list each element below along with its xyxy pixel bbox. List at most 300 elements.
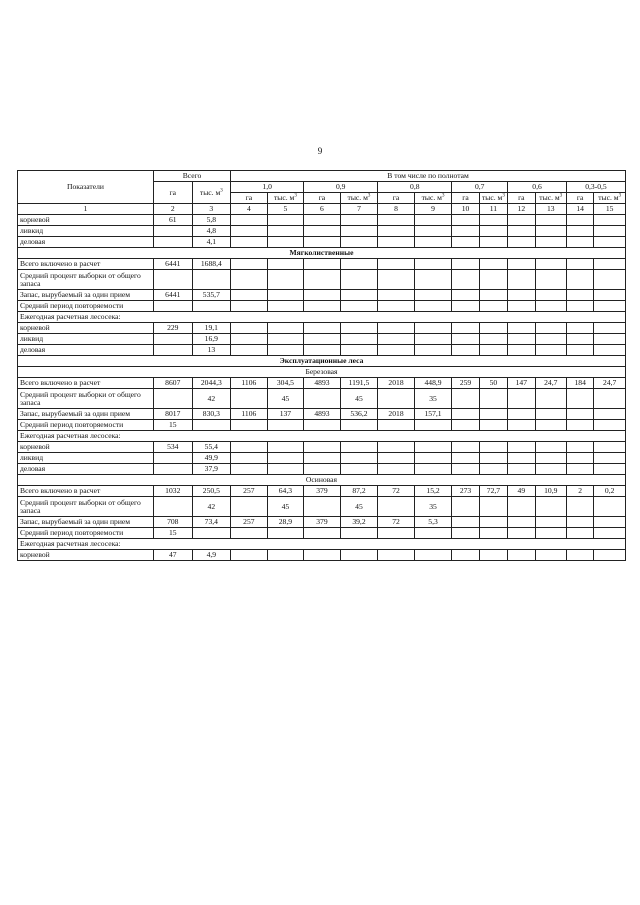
- column-number: 7: [340, 204, 378, 215]
- table-cell: 4893: [304, 378, 341, 389]
- table-cell: [452, 550, 479, 561]
- table-cell: [508, 420, 535, 431]
- table-cell: [508, 389, 535, 409]
- volume-unit-superscript: 3: [367, 193, 371, 199]
- table-cell: [452, 215, 479, 226]
- subsection-row: [18, 367, 626, 378]
- table-cell: 45: [340, 389, 378, 409]
- table-cell: [508, 453, 535, 464]
- column-number: 9: [414, 204, 452, 215]
- table-cell: 10,9: [535, 486, 566, 497]
- table-row: [18, 323, 626, 334]
- table-cell: [452, 528, 479, 539]
- table-cell: [414, 420, 452, 431]
- table-cell: 24,7: [594, 378, 626, 389]
- density-group-header: 0,9: [304, 182, 378, 193]
- volume-unit: тыс. м: [273, 193, 295, 203]
- table-cell: [535, 290, 566, 301]
- volume-header: [340, 193, 378, 204]
- indicators-header: Показатели: [18, 171, 154, 204]
- table-cell: [153, 301, 192, 312]
- table-cell: [267, 345, 304, 356]
- column-number: 15: [594, 204, 626, 215]
- table-cell: [378, 323, 415, 334]
- table-row: [18, 528, 626, 539]
- table-cell: [535, 237, 566, 248]
- table-cell: 184: [566, 378, 593, 389]
- row-label: Всего включено в расчет: [18, 378, 154, 389]
- volume-unit: тыс. м: [347, 193, 368, 203]
- table-cell: 157,1: [414, 409, 452, 420]
- table-cell: [378, 442, 415, 453]
- table-cell: [267, 442, 304, 453]
- table-cell: [340, 226, 378, 237]
- table-cell: [414, 453, 452, 464]
- table-cell: [535, 301, 566, 312]
- table-cell: [378, 259, 415, 270]
- table-cell: [340, 215, 378, 226]
- table-cell: 72: [378, 486, 415, 497]
- table-cell: [378, 226, 415, 237]
- volume-unit: тыс. м: [199, 187, 221, 197]
- table-cell: [594, 497, 626, 517]
- row-label: корневой: [18, 442, 154, 453]
- table-cell: [304, 226, 341, 237]
- table-cell: [566, 389, 593, 409]
- table-cell: 39,2: [340, 517, 378, 528]
- table-cell: [479, 290, 507, 301]
- table-cell: [479, 464, 507, 475]
- table-row: [18, 464, 626, 475]
- section-row: [18, 356, 626, 367]
- table-cell: [304, 290, 341, 301]
- table-cell: [304, 497, 341, 517]
- table-cell: [479, 334, 507, 345]
- table-cell: [566, 323, 593, 334]
- table-cell: 45: [340, 497, 378, 517]
- table-cell: [340, 290, 378, 301]
- table-cell: [594, 442, 626, 453]
- table-cell: [414, 323, 452, 334]
- subsection-title: Осиновая: [18, 475, 626, 486]
- density-group-header: 0,3-0,5: [566, 182, 625, 193]
- row-label: Средний процент выборки от общего запаса: [18, 270, 154, 290]
- table-cell: [508, 497, 535, 517]
- table-cell: 4,8: [192, 226, 231, 237]
- ha-header: га: [452, 193, 479, 204]
- table-row: [18, 517, 626, 528]
- table-cell: [153, 464, 192, 475]
- table-cell: 1688,4: [192, 259, 231, 270]
- table-cell: [479, 301, 507, 312]
- section-title: Мягколиственные: [18, 248, 626, 259]
- table-cell: [304, 550, 341, 561]
- row-label: деловая: [18, 345, 154, 356]
- table-cell: [566, 301, 593, 312]
- table-cell: [452, 301, 479, 312]
- table-cell: [594, 409, 626, 420]
- row-label: ликвид: [18, 334, 154, 345]
- table-cell: [535, 259, 566, 270]
- table-cell: [566, 409, 593, 420]
- table-cell: [535, 215, 566, 226]
- table-cell: [231, 237, 268, 248]
- table-cell: 15,2: [414, 486, 452, 497]
- subsection-row: [18, 475, 626, 486]
- table-cell: [452, 237, 479, 248]
- table-cell: [535, 442, 566, 453]
- table-cell: [378, 215, 415, 226]
- table-cell: 229: [153, 323, 192, 334]
- table-cell: [594, 420, 626, 431]
- table-cell: [192, 270, 231, 290]
- table-cell: [414, 237, 452, 248]
- table-cell: [153, 453, 192, 464]
- volume-header: [414, 193, 452, 204]
- table-cell: [378, 334, 415, 345]
- table-cell: [508, 409, 535, 420]
- row-label: корневой: [18, 550, 154, 561]
- row-label: Запас, вырубаемый за один прием: [18, 517, 154, 528]
- table-cell: [340, 237, 378, 248]
- table-cell: [378, 528, 415, 539]
- table-cell: 2018: [378, 409, 415, 420]
- table-cell: [304, 259, 341, 270]
- table-cell: [479, 420, 507, 431]
- table-cell: [452, 517, 479, 528]
- section-row: [18, 248, 626, 259]
- table-cell: [452, 389, 479, 409]
- table-cell: [594, 290, 626, 301]
- table-cell: [414, 334, 452, 345]
- table-cell: 37,9: [192, 464, 231, 475]
- table-cell: [535, 389, 566, 409]
- table-cell: [508, 215, 535, 226]
- table-cell: [304, 334, 341, 345]
- table-cell: [479, 550, 507, 561]
- table-cell: [452, 453, 479, 464]
- table-cell: [508, 270, 535, 290]
- table-row: [18, 550, 626, 561]
- table-cell: [340, 453, 378, 464]
- volume-header: [267, 193, 304, 204]
- table-cell: 45: [267, 497, 304, 517]
- table-cell: [566, 334, 593, 345]
- table-cell: [304, 237, 341, 248]
- table-cell: [508, 323, 535, 334]
- table-cell: 55,4: [192, 442, 231, 453]
- table-cell: [153, 334, 192, 345]
- forest-calculation-table: [17, 170, 626, 561]
- table-cell: [304, 323, 341, 334]
- table-cell: [304, 528, 341, 539]
- table-cell: [267, 550, 304, 561]
- table-cell: [452, 345, 479, 356]
- density-group-header: 1,0: [231, 182, 304, 193]
- volume-unit-superscript: 3: [502, 193, 505, 199]
- table-cell: 42: [192, 389, 231, 409]
- table-cell: [594, 453, 626, 464]
- volume-header: [535, 193, 566, 204]
- table-cell: [267, 237, 304, 248]
- table-cell: [566, 215, 593, 226]
- ha-header: га: [304, 193, 341, 204]
- table-row: [18, 497, 626, 517]
- table-cell: [231, 464, 268, 475]
- table-cell: [479, 528, 507, 539]
- table-cell: [231, 301, 268, 312]
- table-cell: 87,2: [340, 486, 378, 497]
- group-label: Ежегодная расчетная лесосека:: [18, 539, 626, 550]
- table-cell: [566, 259, 593, 270]
- volume-unit-superscript: 3: [618, 193, 622, 199]
- section-title: Эксплуатационные леса: [18, 356, 626, 367]
- table-cell: [340, 464, 378, 475]
- group-label: Ежегодная расчетная лесосека:: [18, 431, 626, 442]
- column-number: 3: [192, 204, 231, 215]
- table-cell: [378, 550, 415, 561]
- table-cell: [479, 215, 507, 226]
- table-cell: [479, 226, 507, 237]
- table-cell: 15: [153, 420, 192, 431]
- table-cell: [508, 226, 535, 237]
- table-header: [18, 171, 626, 215]
- volume-unit-superscript: 3: [220, 187, 223, 193]
- table-cell: 16,9: [192, 334, 231, 345]
- table-cell: [479, 237, 507, 248]
- table-cell: [594, 259, 626, 270]
- table-cell: [378, 420, 415, 431]
- table-row: [18, 442, 626, 453]
- table-cell: [340, 301, 378, 312]
- table-body: [18, 215, 626, 561]
- table-cell: [340, 323, 378, 334]
- table-cell: [378, 497, 415, 517]
- table-cell: [452, 323, 479, 334]
- table-cell: [452, 464, 479, 475]
- table-cell: [267, 528, 304, 539]
- table-cell: [594, 389, 626, 409]
- table-cell: [192, 301, 231, 312]
- table-cell: [304, 270, 341, 290]
- table-cell: [378, 301, 415, 312]
- table-cell: 49: [508, 486, 535, 497]
- table-cell: [479, 442, 507, 453]
- volume-header: [479, 193, 507, 204]
- table-cell: [566, 497, 593, 517]
- table-cell: [414, 259, 452, 270]
- table-cell: [231, 550, 268, 561]
- table-cell: [414, 345, 452, 356]
- table-cell: 8017: [153, 409, 192, 420]
- table-cell: 50: [479, 378, 507, 389]
- density-group-header: 0,8: [378, 182, 452, 193]
- table-cell: [535, 550, 566, 561]
- volume-unit: тыс. м: [421, 193, 442, 203]
- row-label: Всего включено в расчет: [18, 486, 154, 497]
- table-cell: [535, 345, 566, 356]
- table-cell: [594, 270, 626, 290]
- table-row: [18, 259, 626, 270]
- table-cell: [414, 270, 452, 290]
- table-cell: 42: [192, 497, 231, 517]
- table-row: [18, 409, 626, 420]
- table-cell: 534: [153, 442, 192, 453]
- table-cell: [452, 290, 479, 301]
- table-cell: [566, 528, 593, 539]
- table-cell: [535, 409, 566, 420]
- table-cell: [231, 259, 268, 270]
- table-row: [18, 378, 626, 389]
- table-cell: 1191,5: [340, 378, 378, 389]
- table-cell: [267, 453, 304, 464]
- header-row-1: [18, 171, 626, 182]
- table-cell: [378, 345, 415, 356]
- table-row: [18, 420, 626, 431]
- column-number: 14: [566, 204, 593, 215]
- table-cell: [452, 497, 479, 517]
- table-cell: 250,5: [192, 486, 231, 497]
- table-cell: [304, 345, 341, 356]
- table-cell: [566, 453, 593, 464]
- table-cell: 47: [153, 550, 192, 561]
- table-cell: [566, 237, 593, 248]
- total-volume-header: [192, 182, 231, 204]
- table-cell: [508, 464, 535, 475]
- table-cell: [231, 270, 268, 290]
- table-cell: 0,2: [594, 486, 626, 497]
- table-cell: [508, 345, 535, 356]
- table-cell: [594, 464, 626, 475]
- table-cell: [594, 323, 626, 334]
- subsection-title: Березовая: [18, 367, 626, 378]
- table-cell: [479, 323, 507, 334]
- table-cell: [304, 453, 341, 464]
- table-cell: [304, 464, 341, 475]
- table-cell: [414, 442, 452, 453]
- table-cell: [304, 420, 341, 431]
- table-cell: [378, 270, 415, 290]
- table-cell: [153, 270, 192, 290]
- table-cell: 15: [153, 528, 192, 539]
- table-cell: 4,9: [192, 550, 231, 561]
- table-cell: [566, 517, 593, 528]
- table-cell: 49,9: [192, 453, 231, 464]
- table-cell: [304, 389, 341, 409]
- table-cell: [414, 464, 452, 475]
- table-cell: [566, 345, 593, 356]
- table-cell: [479, 345, 507, 356]
- table-cell: [414, 301, 452, 312]
- table-cell: [535, 226, 566, 237]
- table-cell: 379: [304, 517, 341, 528]
- table-cell: [566, 290, 593, 301]
- table-cell: [267, 226, 304, 237]
- column-number: 11: [479, 204, 507, 215]
- table-cell: [340, 270, 378, 290]
- table-cell: [452, 420, 479, 431]
- table-cell: [340, 442, 378, 453]
- table-cell: [566, 442, 593, 453]
- table-cell: 8607: [153, 378, 192, 389]
- group-label: Ежегодная расчетная лесосека:: [18, 312, 626, 323]
- table-cell: 73,4: [192, 517, 231, 528]
- table-row: [18, 237, 626, 248]
- table-cell: 4893: [304, 409, 341, 420]
- table-cell: [452, 226, 479, 237]
- table-cell: [594, 550, 626, 561]
- table-cell: [231, 345, 268, 356]
- table-cell: [340, 420, 378, 431]
- table-cell: [414, 290, 452, 301]
- table-cell: 64,3: [267, 486, 304, 497]
- table-cell: 535,7: [192, 290, 231, 301]
- table-row: [18, 226, 626, 237]
- table-cell: [192, 420, 231, 431]
- table-row: [18, 290, 626, 301]
- column-number: 10: [452, 204, 479, 215]
- row-label: ливкид: [18, 226, 154, 237]
- ha-header: га: [378, 193, 415, 204]
- table-cell: 2044,3: [192, 378, 231, 389]
- table-row: [18, 270, 626, 290]
- table-cell: [153, 497, 192, 517]
- table-cell: 137: [267, 409, 304, 420]
- table-cell: [267, 259, 304, 270]
- table-cell: [566, 226, 593, 237]
- volume-unit: тыс. м: [481, 193, 503, 203]
- table-cell: 61: [153, 215, 192, 226]
- table-cell: [535, 497, 566, 517]
- table-cell: [378, 237, 415, 248]
- table-row: [18, 389, 626, 409]
- table-cell: [508, 550, 535, 561]
- table-cell: [566, 464, 593, 475]
- group-label-row: [18, 539, 626, 550]
- table-cell: 379: [304, 486, 341, 497]
- table-cell: [535, 270, 566, 290]
- table-cell: 257: [231, 517, 268, 528]
- table-cell: [452, 270, 479, 290]
- group-label-row: [18, 312, 626, 323]
- table-cell: [267, 215, 304, 226]
- table-cell: [304, 301, 341, 312]
- column-number: 12: [508, 204, 535, 215]
- table-cell: [594, 345, 626, 356]
- table-cell: [508, 334, 535, 345]
- table-cell: [414, 528, 452, 539]
- table-cell: 4,1: [192, 237, 231, 248]
- table-cell: 2018: [378, 378, 415, 389]
- table-cell: 28,9: [267, 517, 304, 528]
- table-row: [18, 215, 626, 226]
- row-label: Всего включено в расчет: [18, 259, 154, 270]
- table-cell: 5,8: [192, 215, 231, 226]
- table-cell: [479, 517, 507, 528]
- table-cell: [508, 259, 535, 270]
- table-cell: 35: [414, 389, 452, 409]
- table-cell: [267, 464, 304, 475]
- table-cell: 19,1: [192, 323, 231, 334]
- table-cell: [231, 215, 268, 226]
- density-group-header: 0,7: [452, 182, 508, 193]
- table-cell: [508, 290, 535, 301]
- table-cell: [153, 389, 192, 409]
- table-cell: [594, 226, 626, 237]
- table-cell: 72,7: [479, 486, 507, 497]
- table-cell: [267, 290, 304, 301]
- table-cell: [479, 389, 507, 409]
